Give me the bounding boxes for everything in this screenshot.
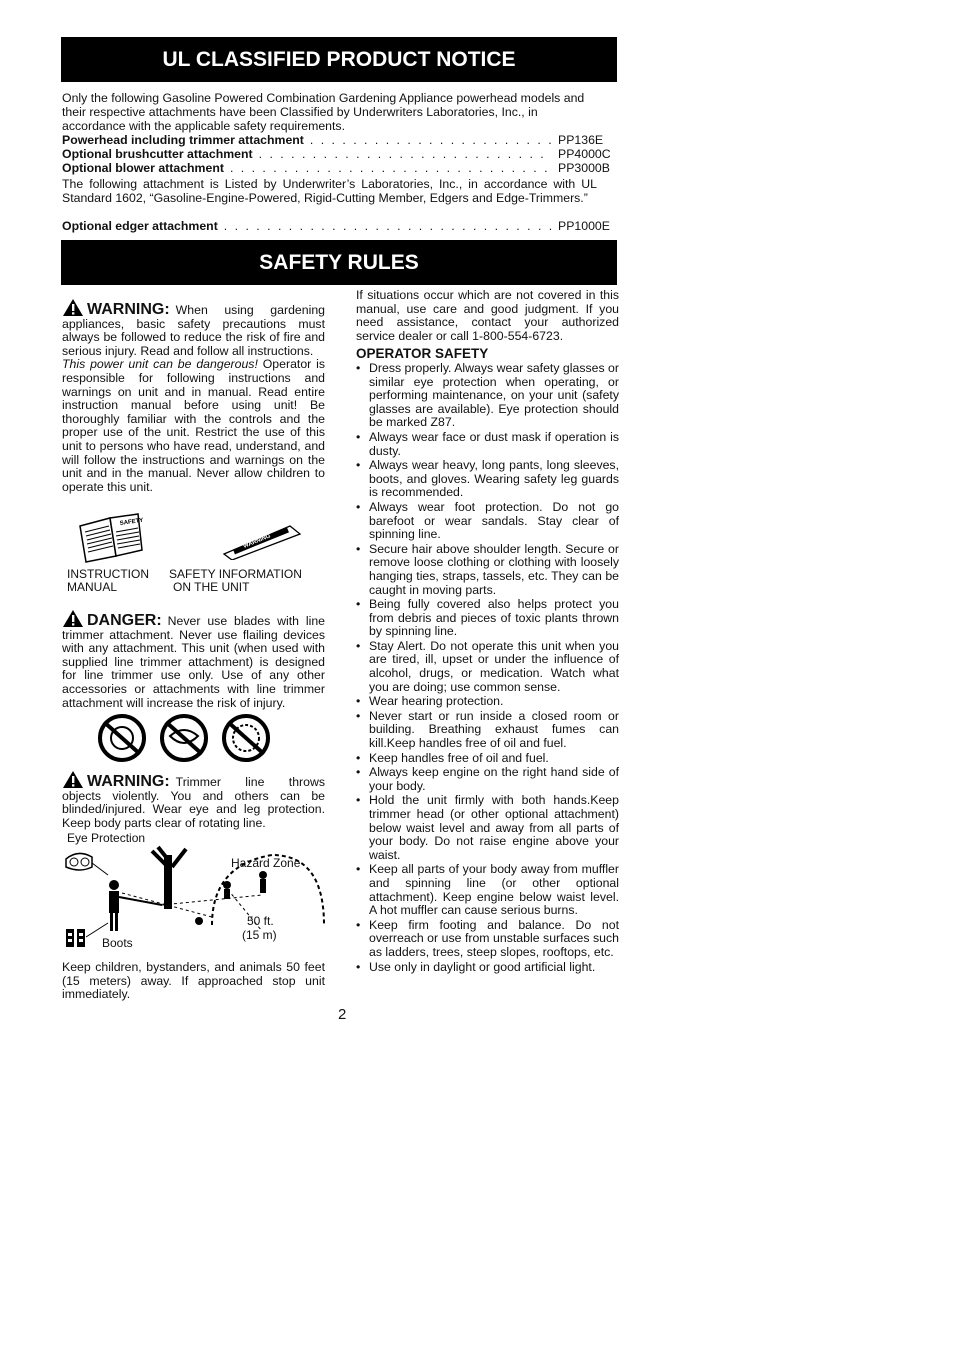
sticker-text: WARNING (242, 533, 272, 550)
label-instruction-manual (67, 568, 149, 594)
book-title-text: SAFETY (119, 517, 144, 527)
page-number: 2 (338, 1006, 347, 1023)
hazard-zone-illustration (62, 845, 328, 957)
label-safety-info (169, 568, 302, 594)
warning-text: Trimmer line throws objects violently. You and others can be blinded/injured. Wear eye and leg protection. Keep body parts clear of rotating line. (62, 775, 325, 830)
list-item: • Always keep engine on the right hand side of your body. (356, 766, 619, 793)
ul-row-label: Powerhead including trimmer attachment (62, 133, 304, 147)
danger-block (62, 609, 325, 710)
ul-row-blower (62, 161, 614, 175)
list-item: • Keep all parts of your body away from muffler and spinning line (or other optional attachment). Keep engine below waist level. A hot muffler can cause serious burns. (356, 863, 619, 917)
ul-row-brushcutter (62, 147, 614, 161)
ul-row-label: Optional brushcutter attachment (62, 147, 253, 161)
label-boots: Boots (102, 936, 133, 950)
list-item: • Wear hearing protection. (356, 695, 619, 709)
warning-triangle-icon (62, 770, 84, 789)
bystander-icon (195, 871, 267, 925)
ul-model-list (62, 133, 614, 175)
no-blade-icon-2 (162, 716, 206, 760)
label-line: SAFETY INFORMATION (169, 567, 302, 581)
dangerous-text: Operator is responsible for following instructions and warnings on unit and in manual. Read entire instruction manual before using unit! Be thoroughly familiar with the controls and the proper use of the unit. Restrict the use of this unit to persons who have read, understand, and will follow the instructions and warnings on the unit and in the manual. Never allow children to operate this unit. (62, 357, 325, 494)
label-distance-ft: 50 ft. (247, 914, 274, 928)
label-hazard-zone: Hazard Zone (231, 856, 301, 870)
danger-text: Never use blades with line trimmer attachment. Never use flailing devices with any attachment. This unit (when used with supplied line trimmer attachment) is designed for line trimmer use only. Use of any other accessories or attachments with line trimmer attachment will increase the risk of injury. (62, 614, 325, 710)
list-item: • Stay Alert. Do not operate this unit when you are tired, ill, upset or under the influence of alcohol, drugs, or medication. Watch what you are doing; use common sense. (356, 640, 619, 694)
ul-notice-title: UL CLASSIFIED PRODUCT NOTICE (61, 37, 617, 82)
list-item: • Always wear face or dust mask if operation is dusty. (356, 431, 619, 458)
warning-heading: WARNING: (87, 301, 170, 318)
list-item: • Never start or run inside a closed room or building. Breathing exhaust fumes can kill.Keep handles free of oil and fuel. (356, 710, 619, 751)
warning-general (62, 298, 325, 494)
label-line: MANUAL (67, 580, 118, 594)
ul-row-code: PP3000B (558, 161, 610, 175)
operator-safety-list (356, 362, 619, 975)
warning-triangle-icon (62, 609, 84, 628)
danger-heading: DANGER: (87, 612, 162, 629)
warning-text: When using gardening appliances, basic safety precautions must always be followed to reduce the risk of fire and serious injury. Read and follow all instructions. (62, 303, 325, 358)
warning-line-throw (62, 770, 325, 830)
list-item: • Always wear foot protection. Do not go barefoot or wear sandals. Stay clear of spinning line. (356, 501, 619, 542)
warning-triangle-icon (62, 298, 84, 317)
label-line: INSTRUCTION (67, 567, 149, 581)
warning-sticker-icon (220, 520, 310, 560)
label-distance-m: (15 m) (242, 928, 277, 942)
tree-icon (152, 847, 186, 909)
list-item: • Dress properly. Always wear safety glasses or similar eye protection when operating, or performing maintenance, on your unit (safety glasses are available). Eye protection should be marked Z87. (356, 362, 619, 430)
list-item: • Keep firm footing and balance. Do not overreach or use from unstable surfaces such as ladders, trees, steep slopes, rooftops, etc. (356, 919, 619, 960)
list-item: • Hold the unit firmly with both hands.Keep trimmer head (or other optional attachment) below waist level and away from all parts of your body. Do not raise engine above your waist. (356, 794, 619, 862)
operator-safety-heading: OPERATOR SAFETY (356, 346, 489, 361)
manual-book-icon (76, 512, 146, 564)
no-blade-icon-1 (100, 716, 144, 760)
boots-icon (66, 923, 108, 947)
ul-row-code: PP136E (558, 133, 604, 147)
situations-text: If situations occur which are not covered in this manual, use care and good judgment. If you need assistance, contact your authorized service dealer or call 1-800-554-6723. (356, 288, 619, 343)
operator-figure-icon (109, 880, 162, 931)
ul-row-powerhead (62, 133, 614, 147)
safety-rules-title: SAFETY RULES (61, 240, 617, 285)
ul-listed-text: The following attachment is Listed by Underwriter’s Laboratories, Inc., in accordance with UL Standard 1602, “Gasoline-Engine-Powered, Rigid-Cutting Member, Edgers and Edge-Trimmers.” (62, 177, 597, 205)
ul-intro-text: Only the following Gasoline Powered Combination Gardening Appliance powerhead models and their respective attachments have been Classified by Underwriters Laboratories, Inc., in accordance with the applicable safety requirements. (62, 91, 585, 133)
ul-row-edger (62, 219, 614, 233)
no-blades-icons (98, 712, 272, 764)
dangerous-italic: This power unit can be dangerous! (62, 357, 258, 372)
ul-row-code: PP1000E (558, 219, 610, 233)
list-item: • Keep handles free of oil and fuel. (356, 752, 619, 766)
label-eye-protection: Eye Protection (67, 831, 146, 845)
list-item: • Use only in daylight or good artificial light. (356, 961, 619, 975)
keep-children-text: Keep children, bystanders, and animals 50 feet (15 meters) away. If approached stop unit immediately. (62, 960, 325, 1002)
ul-row-label: Optional blower attachment (62, 161, 224, 175)
ul-row-code: PP4000C (558, 147, 611, 161)
label-line: ON THE UNIT (173, 580, 250, 594)
ul-edger-list (62, 219, 614, 233)
list-item: • Being fully covered also helps protect you from debris and pieces of toxic plants thrown by spinning line. (356, 598, 619, 639)
list-item: • Always wear heavy, long pants, long sleeves, boots, and gloves. Wearing safety leg guards is recommended. (356, 459, 619, 500)
list-item: • Secure hair above shoulder length. Secure or remove loose clothing or clothing with loosely hanging ties, straps, tassels, etc. They can be caught in moving parts. (356, 543, 619, 597)
goggles-icon (66, 853, 108, 875)
warning-heading: WARNING: (87, 773, 170, 790)
no-blade-icon-3 (224, 716, 268, 760)
ul-row-label: Optional edger attachment (62, 219, 218, 233)
